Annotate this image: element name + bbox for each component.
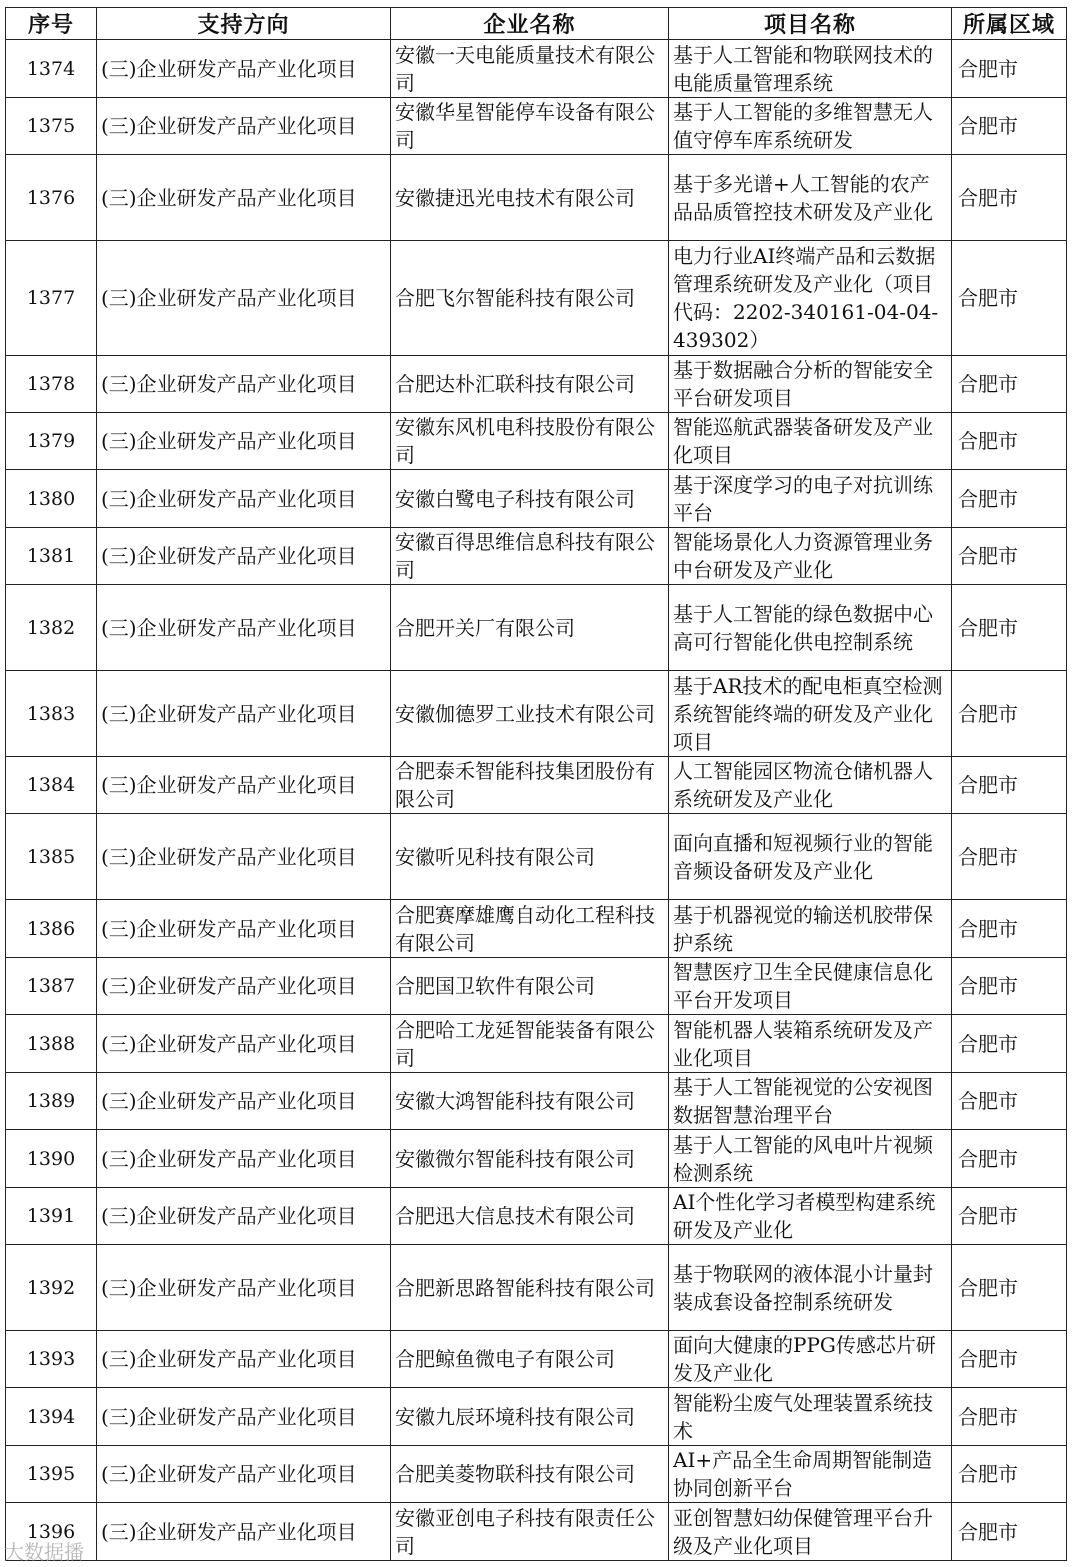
row-direction: (三)企业研发产品产业化项目 — [97, 1188, 391, 1245]
row-company: 合肥达朴汇联科技有限公司 — [391, 356, 669, 413]
table-row — [6, 814, 1067, 900]
row-project: AI个性化学习者模型构建系统研发及产业化 — [669, 1188, 952, 1245]
table-header-row — [6, 8, 1067, 40]
table-row — [6, 1446, 1067, 1503]
row-no: 1375 — [6, 98, 97, 155]
table-row — [6, 958, 1067, 1015]
row-direction: (三)企业研发产品产业化项目 — [97, 1130, 391, 1188]
row-project: 基于数据融合分析的智能安全平台研发项目 — [669, 356, 952, 413]
row-region: 合肥市 — [952, 1503, 1067, 1561]
row-direction: (三)企业研发产品产业化项目 — [97, 814, 391, 900]
row-company: 合肥新思路智能科技有限公司 — [391, 1245, 669, 1331]
row-no: 1385 — [6, 814, 97, 900]
row-project: 基于人工智能视觉的公安视图数据智慧治理平台 — [669, 1073, 952, 1130]
row-region: 合肥市 — [952, 1331, 1067, 1388]
row-company: 合肥美菱物联科技有限公司 — [391, 1446, 669, 1503]
row-no: 1393 — [6, 1331, 97, 1388]
row-company: 合肥开关厂有限公司 — [391, 585, 669, 671]
table-row — [6, 1188, 1067, 1245]
row-company: 安徽一天电能质量技术有限公司 — [391, 40, 669, 98]
header-direction: 支持方向 — [97, 8, 391, 40]
table-row — [6, 1130, 1067, 1188]
row-region: 合肥市 — [952, 356, 1067, 413]
row-project: 基于物联网的液体混小计量封装成套设备控制系统研发 — [669, 1245, 952, 1331]
row-region: 合肥市 — [952, 1245, 1067, 1331]
table-row — [6, 1388, 1067, 1446]
row-region: 合肥市 — [952, 671, 1067, 757]
row-direction: (三)企业研发产品产业化项目 — [97, 900, 391, 958]
row-direction: (三)企业研发产品产业化项目 — [97, 1446, 391, 1503]
row-direction: (三)企业研发产品产业化项目 — [97, 241, 391, 356]
row-region: 合肥市 — [952, 40, 1067, 98]
row-no: 1384 — [6, 757, 97, 814]
row-project: 基于AR技术的配电柜真空检测系统智能终端的研发及产业化项目 — [669, 671, 952, 757]
row-direction: (三)企业研发产品产业化项目 — [97, 1503, 391, 1561]
row-company: 安徽伽德罗工业技术有限公司 — [391, 671, 669, 757]
table-row — [6, 1331, 1067, 1388]
table-row — [6, 155, 1067, 241]
row-project: 基于人工智能的多维智慧无人值守停车库系统研发 — [669, 98, 952, 155]
row-region: 合肥市 — [952, 413, 1067, 470]
row-region: 合肥市 — [952, 528, 1067, 585]
row-region: 合肥市 — [952, 241, 1067, 356]
row-direction: (三)企业研发产品产业化项目 — [97, 40, 391, 98]
table-row — [6, 1015, 1067, 1073]
row-company: 合肥国卫软件有限公司 — [391, 958, 669, 1015]
row-company: 安徽听见科技有限公司 — [391, 814, 669, 900]
row-region: 合肥市 — [952, 900, 1067, 958]
row-no: 1391 — [6, 1188, 97, 1245]
row-direction: (三)企业研发产品产业化项目 — [97, 1015, 391, 1073]
row-project: 智能粉尘废气处理装置系统技术 — [669, 1388, 952, 1446]
row-direction: (三)企业研发产品产业化项目 — [97, 757, 391, 814]
row-project: 智能机器人装箱系统研发及产业化项目 — [669, 1015, 952, 1073]
row-region: 合肥市 — [952, 1015, 1067, 1073]
table-row — [6, 413, 1067, 470]
row-project: AI+产品全生命周期智能制造协同创新平台 — [669, 1446, 952, 1503]
row-project: 基于人工智能的绿色数据中心高可行智能化供电控制系统 — [669, 585, 952, 671]
row-no: 1379 — [6, 413, 97, 470]
row-no: 1395 — [6, 1446, 97, 1503]
row-no: 1378 — [6, 356, 97, 413]
row-company: 合肥飞尔智能科技有限公司 — [391, 241, 669, 356]
row-company: 安徽白鹭电子科技有限公司 — [391, 470, 669, 528]
row-no: 1376 — [6, 155, 97, 241]
table-row — [6, 470, 1067, 528]
row-direction: (三)企业研发产品产业化项目 — [97, 585, 391, 671]
row-project: 人工智能园区物流仓储机器人系统研发及产业化 — [669, 757, 952, 814]
row-project: 基于深度学习的电子对抗训练平台 — [669, 470, 952, 528]
row-no: 1390 — [6, 1130, 97, 1188]
header-region: 所属区域 — [952, 8, 1067, 40]
row-region: 合肥市 — [952, 1388, 1067, 1446]
table-row — [6, 757, 1067, 814]
row-direction: (三)企业研发产品产业化项目 — [97, 1245, 391, 1331]
row-company: 安徽东风机电科技股份有限公司 — [391, 413, 669, 470]
row-region: 合肥市 — [952, 470, 1067, 528]
project-list-table — [5, 7, 1067, 1561]
row-direction: (三)企业研发产品产业化项目 — [97, 1388, 391, 1446]
row-region: 合肥市 — [952, 585, 1067, 671]
row-region: 合肥市 — [952, 757, 1067, 814]
row-no: 1381 — [6, 528, 97, 585]
row-region: 合肥市 — [952, 1188, 1067, 1245]
row-company: 安徽大鸿智能科技有限公司 — [391, 1073, 669, 1130]
row-company: 安徽亚创电子科技有限责任公司 — [391, 1503, 669, 1561]
row-company: 安徽百得思维信息科技有限公司 — [391, 528, 669, 585]
row-company: 安徽九辰环境科技有限公司 — [391, 1388, 669, 1446]
row-company: 合肥哈工龙延智能装备有限公司 — [391, 1015, 669, 1073]
row-direction: (三)企业研发产品产业化项目 — [97, 356, 391, 413]
table-row — [6, 528, 1067, 585]
row-company: 合肥赛摩雄鹰自动化工程科技有限公司 — [391, 900, 669, 958]
row-project: 电力行业AI终端产品和云数据管理系统研发及产业化（项目代码：2202-340161-04-04-439302） — [669, 241, 952, 356]
table-row — [6, 900, 1067, 958]
table-row — [6, 356, 1067, 413]
row-no: 1394 — [6, 1388, 97, 1446]
row-region: 合肥市 — [952, 1130, 1067, 1188]
row-company: 合肥迅大信息技术有限公司 — [391, 1188, 669, 1245]
row-project: 基于多光谱+人工智能的农产品品质管控技术研发及产业化 — [669, 155, 952, 241]
header-project: 项目名称 — [669, 8, 952, 40]
row-project: 智能场景化人力资源管理业务中台研发及产业化 — [669, 528, 952, 585]
row-no: 1383 — [6, 671, 97, 757]
row-region: 合肥市 — [952, 1446, 1067, 1503]
table-row — [6, 671, 1067, 757]
row-no: 1392 — [6, 1245, 97, 1331]
table-row — [6, 585, 1067, 671]
row-no: 1387 — [6, 958, 97, 1015]
row-company: 安徽捷迅光电技术有限公司 — [391, 155, 669, 241]
row-region: 合肥市 — [952, 98, 1067, 155]
header-no: 序号 — [6, 8, 97, 40]
row-no: 1389 — [6, 1073, 97, 1130]
row-direction: (三)企业研发产品产业化项目 — [97, 1331, 391, 1388]
row-no: 1396 — [6, 1503, 97, 1561]
row-no: 1386 — [6, 900, 97, 958]
row-direction: (三)企业研发产品产业化项目 — [97, 671, 391, 757]
row-no: 1377 — [6, 241, 97, 356]
table-row — [6, 40, 1067, 98]
row-direction: (三)企业研发产品产业化项目 — [97, 1073, 391, 1130]
row-company: 安徽微尔智能科技有限公司 — [391, 1130, 669, 1188]
row-company: 合肥泰禾智能科技集团股份有限公司 — [391, 757, 669, 814]
table-row — [6, 1073, 1067, 1130]
row-no: 1380 — [6, 470, 97, 528]
row-no: 1382 — [6, 585, 97, 671]
table-row — [6, 98, 1067, 155]
row-no: 1388 — [6, 1015, 97, 1073]
row-project: 基于人工智能的风电叶片视频检测系统 — [669, 1130, 952, 1188]
row-region: 合肥市 — [952, 814, 1067, 900]
row-project: 亚创智慧妇幼保健管理平台升级及产业化项目 — [669, 1503, 952, 1561]
row-region: 合肥市 — [952, 155, 1067, 241]
header-company: 企业名称 — [391, 8, 669, 40]
table-row — [6, 1245, 1067, 1331]
row-project: 基于人工智能和物联网技术的电能质量管理系统 — [669, 40, 952, 98]
row-company: 安徽华星智能停车设备有限公司 — [391, 98, 669, 155]
row-direction: (三)企业研发产品产业化项目 — [97, 155, 391, 241]
row-project: 基于机器视觉的输送机胶带保护系统 — [669, 900, 952, 958]
row-company: 合肥鲸鱼微电子有限公司 — [391, 1331, 669, 1388]
row-region: 合肥市 — [952, 958, 1067, 1015]
row-project: 智能巡航武器装备研发及产业化项目 — [669, 413, 952, 470]
row-project: 面向直播和短视频行业的智能音频设备研发及产业化 — [669, 814, 952, 900]
row-direction: (三)企业研发产品产业化项目 — [97, 413, 391, 470]
row-project: 面向大健康的PPG传感芯片研发及产业化 — [669, 1331, 952, 1388]
row-no: 1374 — [6, 40, 97, 98]
row-direction: (三)企业研发产品产业化项目 — [97, 98, 391, 155]
table-row — [6, 241, 1067, 356]
row-direction: (三)企业研发产品产业化项目 — [97, 958, 391, 1015]
row-direction: (三)企业研发产品产业化项目 — [97, 528, 391, 585]
row-region: 合肥市 — [952, 1073, 1067, 1130]
table-row — [6, 1503, 1067, 1561]
row-project: 智慧医疗卫生全民健康信息化平台开发项目 — [669, 958, 952, 1015]
row-direction: (三)企业研发产品产业化项目 — [97, 470, 391, 528]
watermark: 大数据播 — [4, 1540, 84, 1564]
